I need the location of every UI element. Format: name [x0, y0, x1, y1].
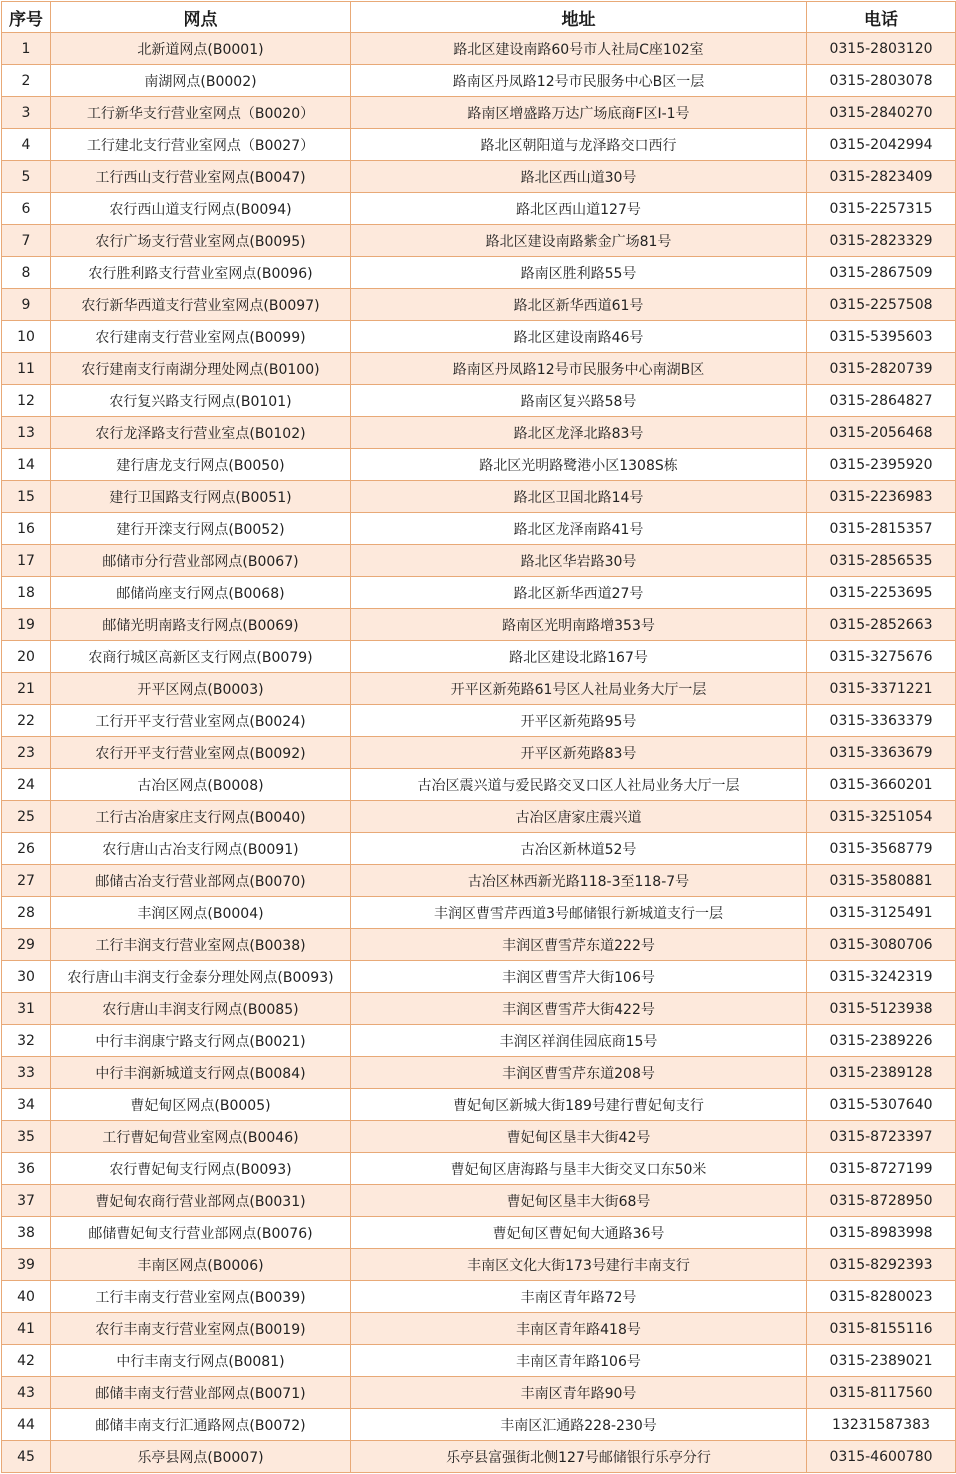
cell-site: 农行广场支行营业室网点(B0095): [51, 225, 351, 257]
cell-no: 2: [2, 65, 51, 97]
table-row: [2, 129, 956, 161]
cell-address: 曹妃甸区唐海路与垦丰大街交叉口东50米: [351, 1153, 807, 1185]
cell-address: 丰南区汇通路228-230号: [351, 1409, 807, 1441]
cell-site: 农行西山道支行网点(B0094): [51, 193, 351, 225]
cell-no: 25: [2, 801, 51, 833]
table-row: [2, 1217, 956, 1249]
cell-phone: 0315-2803078: [807, 65, 956, 97]
cell-site: 农行复兴路支行网点(B0101): [51, 385, 351, 417]
table-row: [2, 449, 956, 481]
table-row: [2, 737, 956, 769]
cell-no: 29: [2, 929, 51, 961]
cell-address: 路北区新华西道61号: [351, 289, 807, 321]
table-row: [2, 481, 956, 513]
cell-phone: 0315-2803120: [807, 33, 956, 65]
cell-address: 路北区西山道30号: [351, 161, 807, 193]
cell-phone: 0315-8117560: [807, 1377, 956, 1409]
cell-address: 路北区西山道127号: [351, 193, 807, 225]
cell-address: 丰南区文化大街173号建行丰南支行: [351, 1249, 807, 1281]
cell-phone: 0315-5123938: [807, 993, 956, 1025]
cell-address: 路北区龙泽南路41号: [351, 513, 807, 545]
cell-no: 5: [2, 161, 51, 193]
table-body: [2, 33, 956, 1473]
cell-address: 丰润区曹雪芹东道222号: [351, 929, 807, 961]
cell-no: 33: [2, 1057, 51, 1089]
cell-site: 农行胜利路支行营业室网点(B0096): [51, 257, 351, 289]
cell-no: 21: [2, 673, 51, 705]
cell-address: 曹妃甸区垦丰大街68号: [351, 1185, 807, 1217]
cell-address: 路南区丹凤路12号市民服务中心南湖B区: [351, 353, 807, 385]
header-no: 序号: [2, 2, 51, 33]
cell-site: 工行丰润支行营业室网点(B0038): [51, 929, 351, 961]
table-row: [2, 161, 956, 193]
cell-phone: 0315-3363679: [807, 737, 956, 769]
table-row: [2, 961, 956, 993]
cell-no: 38: [2, 1217, 51, 1249]
cell-no: 17: [2, 545, 51, 577]
service-sites-table: [1, 1, 956, 1473]
table-row: [2, 97, 956, 129]
table-row: [2, 1345, 956, 1377]
cell-address: 古冶区震兴道与爱民路交叉口区人社局业务大厅一层: [351, 769, 807, 801]
cell-address: 丰润区曹雪芹东道208号: [351, 1057, 807, 1089]
cell-no: 42: [2, 1345, 51, 1377]
cell-site: 建行卫国路支行网点(B0051): [51, 481, 351, 513]
cell-site: 开平区网点(B0003): [51, 673, 351, 705]
table-row: [2, 1377, 956, 1409]
cell-site: 邮储古冶支行营业部网点(B0070): [51, 865, 351, 897]
table-row: [2, 385, 956, 417]
cell-address: 丰润区祥润佳园底商15号: [351, 1025, 807, 1057]
cell-no: 35: [2, 1121, 51, 1153]
cell-no: 20: [2, 641, 51, 673]
cell-phone: 0315-8727199: [807, 1153, 956, 1185]
cell-no: 30: [2, 961, 51, 993]
table-row: [2, 673, 956, 705]
cell-no: 40: [2, 1281, 51, 1313]
cell-phone: 0315-2236983: [807, 481, 956, 513]
cell-address: 乐亭县富强街北侧127号邮储银行乐亭分行: [351, 1441, 807, 1473]
cell-phone: 0315-2257508: [807, 289, 956, 321]
cell-phone: 0315-2253695: [807, 577, 956, 609]
cell-site: 农行唐山丰润支行网点(B0085): [51, 993, 351, 1025]
cell-no: 39: [2, 1249, 51, 1281]
cell-no: 26: [2, 833, 51, 865]
cell-address: 古冶区林西新光路118-3至118-7号: [351, 865, 807, 897]
cell-no: 18: [2, 577, 51, 609]
cell-site: 邮储光明南路支行网点(B0069): [51, 609, 351, 641]
cell-phone: 0315-2056468: [807, 417, 956, 449]
table-row: [2, 1057, 956, 1089]
cell-phone: 0315-2864827: [807, 385, 956, 417]
cell-phone: 0315-8292393: [807, 1249, 956, 1281]
cell-address: 曹妃甸区垦丰大街42号: [351, 1121, 807, 1153]
cell-address: 古冶区唐家庄震兴道: [351, 801, 807, 833]
table-row: [2, 353, 956, 385]
cell-no: 32: [2, 1025, 51, 1057]
cell-no: 22: [2, 705, 51, 737]
cell-site: 建行唐龙支行网点(B0050): [51, 449, 351, 481]
cell-site: 农行开平支行营业室网点(B0092): [51, 737, 351, 769]
cell-site: 邮储丰南支行汇通路网点(B0072): [51, 1409, 351, 1441]
cell-site: 北新道网点(B0001): [51, 33, 351, 65]
cell-address: 开平区新苑路61号区人社局业务大厅一层: [351, 673, 807, 705]
table-header: [2, 2, 956, 33]
table-row: [2, 1089, 956, 1121]
cell-site: 曹妃甸区网点(B0005): [51, 1089, 351, 1121]
cell-site: 邮储尚座支行网点(B0068): [51, 577, 351, 609]
cell-address: 丰润区曹雪芹大街422号: [351, 993, 807, 1025]
cell-site: 工行曹妃甸营业室网点(B0046): [51, 1121, 351, 1153]
cell-phone: 0315-3275676: [807, 641, 956, 673]
cell-phone: 0315-4600780: [807, 1441, 956, 1473]
cell-site: 丰润区网点(B0004): [51, 897, 351, 929]
table-row: [2, 1281, 956, 1313]
cell-site: 南湖网点(B0002): [51, 65, 351, 97]
cell-site: 中行丰润新城道支行网点(B0084): [51, 1057, 351, 1089]
header-row: [2, 2, 956, 33]
table-row: [2, 33, 956, 65]
cell-site: 工行新华支行营业室网点（B0020）: [51, 97, 351, 129]
cell-phone: 0315-2395920: [807, 449, 956, 481]
cell-site: 中行丰润康宁路支行网点(B0021): [51, 1025, 351, 1057]
table-row: [2, 577, 956, 609]
cell-phone: 0315-3580881: [807, 865, 956, 897]
cell-no: 19: [2, 609, 51, 641]
cell-phone: 0315-2867509: [807, 257, 956, 289]
table-row: [2, 865, 956, 897]
cell-no: 14: [2, 449, 51, 481]
cell-phone: 0315-2815357: [807, 513, 956, 545]
table-row: [2, 321, 956, 353]
cell-phone: 0315-3125491: [807, 897, 956, 929]
cell-no: 23: [2, 737, 51, 769]
cell-no: 37: [2, 1185, 51, 1217]
table-row: [2, 1121, 956, 1153]
cell-phone: 0315-2856535: [807, 545, 956, 577]
table-row: [2, 1313, 956, 1345]
cell-address: 路北区光明路鹭港小区1308S栋: [351, 449, 807, 481]
cell-address: 古冶区新林道52号: [351, 833, 807, 865]
cell-phone: 0315-3080706: [807, 929, 956, 961]
cell-phone: 0315-2852663: [807, 609, 956, 641]
cell-site: 工行丰南支行营业室网点(B0039): [51, 1281, 351, 1313]
cell-no: 6: [2, 193, 51, 225]
cell-no: 16: [2, 513, 51, 545]
cell-phone: 0315-2823409: [807, 161, 956, 193]
cell-site: 乐亭县网点(B0007): [51, 1441, 351, 1473]
table-row: [2, 1409, 956, 1441]
cell-address: 路北区建设北路167号: [351, 641, 807, 673]
cell-address: 丰润区曹雪芹西道3号邮储银行新城道支行一层: [351, 897, 807, 929]
cell-no: 1: [2, 33, 51, 65]
cell-address: 丰南区青年路418号: [351, 1313, 807, 1345]
cell-site: 曹妃甸农商行营业部网点(B0031): [51, 1185, 351, 1217]
cell-address: 丰南区青年路106号: [351, 1345, 807, 1377]
cell-address: 曹妃甸区新城大街189号建行曹妃甸支行: [351, 1089, 807, 1121]
cell-address: 路南区复兴路58号: [351, 385, 807, 417]
cell-site: 农行建南支行营业室网点(B0099): [51, 321, 351, 353]
cell-site: 邮储曹妃甸支行营业部网点(B0076): [51, 1217, 351, 1249]
table-row: [2, 929, 956, 961]
cell-phone: 0315-3363379: [807, 705, 956, 737]
table-row: [2, 993, 956, 1025]
cell-address: 路北区龙泽北路83号: [351, 417, 807, 449]
cell-no: 43: [2, 1377, 51, 1409]
cell-no: 12: [2, 385, 51, 417]
cell-address: 路北区新华西道27号: [351, 577, 807, 609]
cell-no: 41: [2, 1313, 51, 1345]
cell-phone: 0315-3242319: [807, 961, 956, 993]
cell-no: 10: [2, 321, 51, 353]
cell-site: 建行开滦支行网点(B0052): [51, 513, 351, 545]
table-row: [2, 769, 956, 801]
table-row: [2, 705, 956, 737]
cell-phone: 0315-2389226: [807, 1025, 956, 1057]
cell-phone: 0315-8728950: [807, 1185, 956, 1217]
cell-no: 9: [2, 289, 51, 321]
cell-phone: 0315-2840270: [807, 97, 956, 129]
cell-address: 丰南区青年路72号: [351, 1281, 807, 1313]
cell-site: 农行建南支行南湖分理处网点(B0100): [51, 353, 351, 385]
cell-site: 农行新华西道支行营业室网点(B0097): [51, 289, 351, 321]
cell-address: 路南区增盛路万达广场底商F区I-1号: [351, 97, 807, 129]
cell-phone: 0315-8280023: [807, 1281, 956, 1313]
cell-address: 路北区建设南路60号市人社局C座102室: [351, 33, 807, 65]
table-row: [2, 1025, 956, 1057]
table-row: [2, 1153, 956, 1185]
table-row: [2, 641, 956, 673]
cell-phone: 0315-3568779: [807, 833, 956, 865]
cell-address: 路南区丹凤路12号市民服务中心B区一层: [351, 65, 807, 97]
cell-phone: 0315-2257315: [807, 193, 956, 225]
table-row: [2, 1249, 956, 1281]
table-row: [2, 225, 956, 257]
cell-address: 路南区光明南路增353号: [351, 609, 807, 641]
cell-address: 开平区新苑路95号: [351, 705, 807, 737]
cell-address: 丰南区青年路90号: [351, 1377, 807, 1409]
cell-no: 36: [2, 1153, 51, 1185]
cell-phone: 0315-2042994: [807, 129, 956, 161]
cell-phone: 0315-3251054: [807, 801, 956, 833]
cell-site: 农商行城区高新区支行网点(B0079): [51, 641, 351, 673]
cell-no: 28: [2, 897, 51, 929]
cell-address: 开平区新苑路83号: [351, 737, 807, 769]
cell-site: 农行龙泽路支行营业室点(B0102): [51, 417, 351, 449]
cell-site: 农行丰南支行营业室网点(B0019): [51, 1313, 351, 1345]
cell-address: 路北区朝阳道与龙泽路交口西行: [351, 129, 807, 161]
cell-site: 农行唐山丰润支行金泰分理处网点(B0093): [51, 961, 351, 993]
table-row: [2, 545, 956, 577]
cell-site: 邮储市分行营业部网点(B0067): [51, 545, 351, 577]
cell-phone: 0315-2389128: [807, 1057, 956, 1089]
cell-no: 7: [2, 225, 51, 257]
cell-phone: 0315-8983998: [807, 1217, 956, 1249]
table-row: [2, 801, 956, 833]
table-row: [2, 513, 956, 545]
cell-address: 曹妃甸区曹妃甸大通路36号: [351, 1217, 807, 1249]
table-row: [2, 257, 956, 289]
cell-site: 丰南区网点(B0006): [51, 1249, 351, 1281]
table-row: [2, 1441, 956, 1473]
cell-phone: 0315-2820739: [807, 353, 956, 385]
cell-phone: 0315-2823329: [807, 225, 956, 257]
cell-address: 路南区胜利路55号: [351, 257, 807, 289]
cell-no: 34: [2, 1089, 51, 1121]
cell-site: 农行曹妃甸支行网点(B0093): [51, 1153, 351, 1185]
header-site: 网点: [51, 2, 351, 33]
table-row: [2, 833, 956, 865]
cell-no: 15: [2, 481, 51, 513]
cell-site: 工行开平支行营业室网点(B0024): [51, 705, 351, 737]
table-row: [2, 417, 956, 449]
cell-no: 13: [2, 417, 51, 449]
cell-site: 古冶区网点(B0008): [51, 769, 351, 801]
table-row: [2, 1185, 956, 1217]
cell-no: 27: [2, 865, 51, 897]
cell-no: 3: [2, 97, 51, 129]
cell-no: 44: [2, 1409, 51, 1441]
cell-site: 农行唐山古冶支行网点(B0091): [51, 833, 351, 865]
cell-no: 8: [2, 257, 51, 289]
cell-site: 工行建北支行营业室网点（B0027）: [51, 129, 351, 161]
cell-phone: 13231587383: [807, 1409, 956, 1441]
table-row: [2, 65, 956, 97]
header-phone: 电话: [807, 2, 956, 33]
cell-address: 丰润区曹雪芹大街106号: [351, 961, 807, 993]
cell-site: 工行古冶唐家庄支行网点(B0040): [51, 801, 351, 833]
cell-phone: 0315-8155116: [807, 1313, 956, 1345]
cell-phone: 0315-5307640: [807, 1089, 956, 1121]
header-address: 地址: [351, 2, 807, 33]
cell-site: 中行丰南支行网点(B0081): [51, 1345, 351, 1377]
table-row: [2, 609, 956, 641]
cell-address: 路北区建设南路46号: [351, 321, 807, 353]
cell-address: 路北区卫国北路14号: [351, 481, 807, 513]
cell-address: 路北区建设南路紫金广场81号: [351, 225, 807, 257]
cell-no: 45: [2, 1441, 51, 1473]
cell-address: 路北区华岩路30号: [351, 545, 807, 577]
table-row: [2, 193, 956, 225]
table-row: [2, 289, 956, 321]
cell-phone: 0315-8723397: [807, 1121, 956, 1153]
cell-phone: 0315-5395603: [807, 321, 956, 353]
cell-no: 4: [2, 129, 51, 161]
table-row: [2, 897, 956, 929]
cell-no: 11: [2, 353, 51, 385]
cell-site: 邮储丰南支行营业部网点(B0071): [51, 1377, 351, 1409]
cell-site: 工行西山支行营业室网点(B0047): [51, 161, 351, 193]
cell-phone: 0315-2389021: [807, 1345, 956, 1377]
cell-phone: 0315-3371221: [807, 673, 956, 705]
cell-phone: 0315-3660201: [807, 769, 956, 801]
cell-no: 24: [2, 769, 51, 801]
cell-no: 31: [2, 993, 51, 1025]
